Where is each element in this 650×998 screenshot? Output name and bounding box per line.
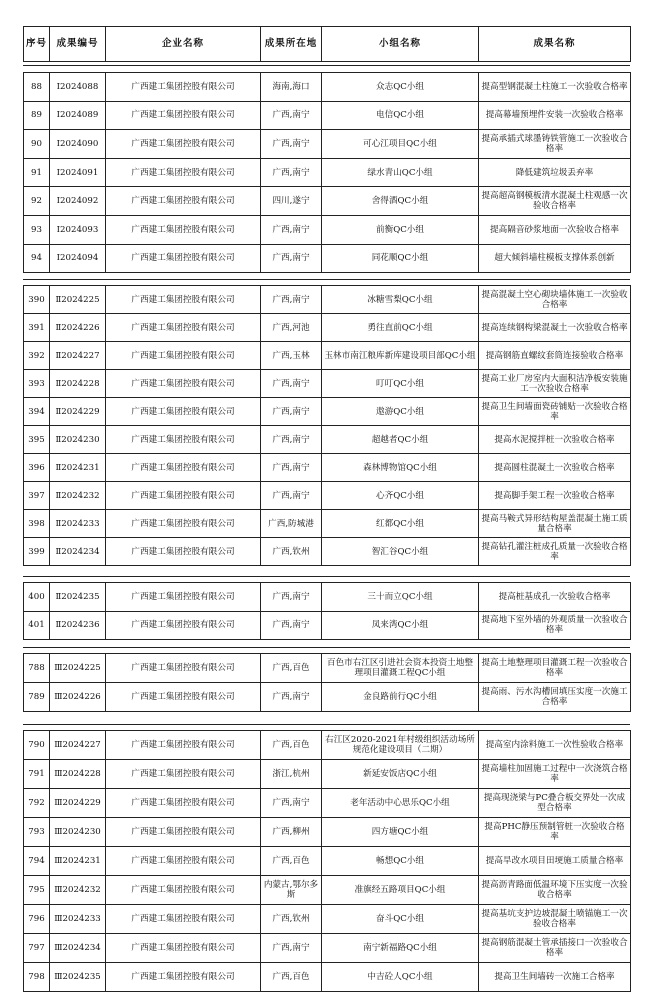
- cell-company: 广西建工集团控股有限公司: [106, 286, 261, 314]
- cell-code: Ⅰ2024094: [50, 244, 106, 273]
- cell-location: 广西,防城港: [261, 510, 322, 538]
- cell-no: 393: [24, 370, 50, 398]
- cell-company: 广西建工集团控股有限公司: [106, 963, 261, 992]
- cell-company: 广西建工集团控股有限公司: [106, 538, 261, 566]
- section-top-rule: [23, 647, 630, 648]
- cell-result: 提高钢筋混凝土管承插接口一次验收合格率: [479, 934, 631, 963]
- cell-code: Ⅰ2024092: [50, 187, 106, 216]
- cell-code: Ⅰ2024089: [50, 101, 106, 130]
- cell-company: 广西建工集团控股有限公司: [106, 158, 261, 187]
- cell-company: 广西建工集团控股有限公司: [106, 370, 261, 398]
- cell-code: Ⅲ2024229: [50, 789, 106, 818]
- header-company: 企业名称: [106, 27, 261, 62]
- cell-location: 广西,南宁: [261, 244, 322, 273]
- cell-result: 提高马鞍式异形结构屋盖混凝土施工质量合格率: [479, 510, 631, 538]
- cell-location: 广西,南宁: [261, 101, 322, 130]
- cell-result: 提高连续钢构梁混凝土一次验收合格率: [479, 314, 631, 342]
- cell-company: 广西建工集团控股有限公司: [106, 101, 261, 130]
- table-row: [24, 611, 631, 640]
- table-row: [24, 583, 631, 612]
- cell-result: 提高型钢混凝土柱施工一次验收合格率: [479, 73, 631, 102]
- table-row: [24, 370, 631, 398]
- cell-no: 89: [24, 101, 50, 130]
- table-row: [24, 847, 631, 876]
- cell-no: 394: [24, 398, 50, 426]
- cell-result: 提高混凝土空心砌块墙体施工一次验收合格率: [479, 286, 631, 314]
- cell-no: 392: [24, 342, 50, 370]
- cell-result: 提高地下室外墙的外观质量一次验收合格率: [479, 611, 631, 640]
- section-top-rule: [23, 279, 630, 280]
- cell-company: 广西建工集团控股有限公司: [106, 215, 261, 244]
- cell-no: 794: [24, 847, 50, 876]
- cell-location: 广西,柳州: [261, 818, 322, 847]
- cell-company: 广西建工集团控股有限公司: [106, 789, 261, 818]
- cell-location: 海南,海口: [261, 73, 322, 102]
- cell-group: 众志QC小组: [322, 73, 479, 102]
- cell-group: 玉林市南江粮库新库建设项目部QC小组: [322, 342, 479, 370]
- table-row: [24, 876, 631, 905]
- cell-location: 广西,南宁: [261, 398, 322, 426]
- cell-no: 391: [24, 314, 50, 342]
- cell-company: 广西建工集团控股有限公司: [106, 611, 261, 640]
- cell-location: 广西,南宁: [261, 454, 322, 482]
- cell-group: 遨游QC小组: [322, 398, 479, 426]
- cell-group: 勇往直前QC小组: [322, 314, 479, 342]
- cell-group: 三十而立QC小组: [322, 583, 479, 612]
- cell-company: 广西建工集团控股有限公司: [106, 818, 261, 847]
- cell-code: Ⅱ2024235: [50, 583, 106, 612]
- section-top-rule: [23, 724, 630, 725]
- header-no: 序号: [24, 27, 50, 62]
- cell-company: 广西建工集团控股有限公司: [106, 934, 261, 963]
- cell-group: 中吉砼人QC小组: [322, 963, 479, 992]
- cell-location: 广西,南宁: [261, 370, 322, 398]
- cell-location: 广西,河池: [261, 314, 322, 342]
- table-row: [24, 760, 631, 789]
- cell-location: 广西,南宁: [261, 158, 322, 187]
- table-row: [24, 286, 631, 314]
- cell-location: 广西,南宁: [261, 789, 322, 818]
- cell-group: 超越者QC小组: [322, 426, 479, 454]
- cell-no: 93: [24, 215, 50, 244]
- table-row: [24, 73, 631, 102]
- table-row: [24, 963, 631, 992]
- table-row: [24, 905, 631, 934]
- section-top-rule: [23, 65, 630, 66]
- table-row: [24, 130, 631, 159]
- cell-no: 92: [24, 187, 50, 216]
- cell-no: 793: [24, 818, 50, 847]
- cell-code: Ⅲ2024231: [50, 847, 106, 876]
- header-result: 成果名称: [479, 27, 631, 62]
- cell-location: 广西,百色: [261, 963, 322, 992]
- cell-group: 金良路前行QC小组: [322, 683, 479, 712]
- cell-code: Ⅲ2024228: [50, 760, 106, 789]
- cell-code: Ⅰ2024093: [50, 215, 106, 244]
- cell-no: 797: [24, 934, 50, 963]
- table-row: [24, 482, 631, 510]
- cell-result: 提高卫生间墙面瓷砖铺贴一次验收合格率: [479, 398, 631, 426]
- cell-location: 广西,南宁: [261, 683, 322, 712]
- cell-no: 796: [24, 905, 50, 934]
- cell-location: 广西,钦州: [261, 538, 322, 566]
- cell-code: Ⅱ2024233: [50, 510, 106, 538]
- cell-company: 广西建工集团控股有限公司: [106, 510, 261, 538]
- cell-code: Ⅱ2024230: [50, 426, 106, 454]
- table-row: [24, 426, 631, 454]
- cell-company: 广西建工集团控股有限公司: [106, 905, 261, 934]
- cell-result: 提高隔音砂浆地面一次验收合格率: [479, 215, 631, 244]
- table-row: [24, 398, 631, 426]
- cell-no: 90: [24, 130, 50, 159]
- cell-company: 广西建工集团控股有限公司: [106, 244, 261, 273]
- cell-code: Ⅲ2024230: [50, 818, 106, 847]
- cell-location: 广西,南宁: [261, 482, 322, 510]
- cell-location: 广西,南宁: [261, 286, 322, 314]
- header-group: 小组名称: [322, 27, 479, 62]
- cell-no: 400: [24, 583, 50, 612]
- cell-no: 789: [24, 683, 50, 712]
- section-table: [23, 72, 631, 273]
- cell-result: 提高承插式球墨铸铁管施工一次验收合格率: [479, 130, 631, 159]
- cell-result: 提高钢筋直螺纹套筒连接验收合格率: [479, 342, 631, 370]
- cell-no: 88: [24, 73, 50, 102]
- section-table: [23, 582, 631, 640]
- cell-code: Ⅰ2024091: [50, 158, 106, 187]
- cell-group: 凤来湾QC小组: [322, 611, 479, 640]
- cell-code: Ⅱ2024234: [50, 538, 106, 566]
- cell-result: 提高墙柱加固施工过程中一次浇筑合格率: [479, 760, 631, 789]
- cell-group: 奋斗QC小组: [322, 905, 479, 934]
- cell-group: 心齐QC小组: [322, 482, 479, 510]
- section-table: [23, 285, 631, 566]
- cell-code: Ⅲ2024235: [50, 963, 106, 992]
- cell-code: Ⅱ2024225: [50, 286, 106, 314]
- cell-company: 广西建工集团控股有限公司: [106, 398, 261, 426]
- cell-group: 老年活动中心思乐QC小组: [322, 789, 479, 818]
- cell-company: 广西建工集团控股有限公司: [106, 654, 261, 683]
- table-row: [24, 187, 631, 216]
- cell-no: 791: [24, 760, 50, 789]
- cell-result: 超大倾斜墙柱模板支撑体系创新: [479, 244, 631, 273]
- table-row: [24, 683, 631, 712]
- cell-result: 提高PHC静压预制管桩一次验收合格率: [479, 818, 631, 847]
- cell-no: 399: [24, 538, 50, 566]
- cell-group: 可心江项目QC小组: [322, 130, 479, 159]
- cell-group: 叮叮QC小组: [322, 370, 479, 398]
- table-row: [24, 244, 631, 273]
- cell-result: 提高旱改水项目田埂施工质量合格率: [479, 847, 631, 876]
- cell-group: 舍得酒QC小组: [322, 187, 479, 216]
- table-row: [24, 101, 631, 130]
- table-row: [24, 731, 631, 760]
- cell-company: 广西建工集团控股有限公司: [106, 482, 261, 510]
- table-row: [24, 789, 631, 818]
- cell-group: 准旗经五路项目QC小组: [322, 876, 479, 905]
- cell-result: 提高基坑支护边坡混凝土喷锚施工一次验收合格率: [479, 905, 631, 934]
- cell-result: 提高工业厂房室内大面积洁净板安装施工一次验收合格率: [479, 370, 631, 398]
- table-row: [24, 454, 631, 482]
- cell-result: 提高现浇梁与PC叠合板交界处一次成型合格率: [479, 789, 631, 818]
- cell-no: 798: [24, 963, 50, 992]
- cell-group: 冰糖雪梨QC小组: [322, 286, 479, 314]
- header-location: 成果所在地: [261, 27, 322, 62]
- table-row: [24, 342, 631, 370]
- table-row: [24, 314, 631, 342]
- cell-company: 广西建工集团控股有限公司: [106, 342, 261, 370]
- cell-group: 电信QC小组: [322, 101, 479, 130]
- cell-location: 广西,百色: [261, 654, 322, 683]
- cell-location: 广西,玉林: [261, 342, 322, 370]
- cell-company: 广西建工集团控股有限公司: [106, 314, 261, 342]
- cell-code: Ⅲ2024234: [50, 934, 106, 963]
- cell-company: 广西建工集团控股有限公司: [106, 454, 261, 482]
- cell-code: Ⅰ2024088: [50, 73, 106, 102]
- cell-no: 94: [24, 244, 50, 273]
- cell-code: Ⅲ2024233: [50, 905, 106, 934]
- cell-no: 795: [24, 876, 50, 905]
- cell-code: Ⅱ2024228: [50, 370, 106, 398]
- cell-result: 提高超高钢模板清水混凝土柱观感一次验收合格率: [479, 187, 631, 216]
- cell-code: Ⅱ2024226: [50, 314, 106, 342]
- cell-group: 南宁新福路QC小组: [322, 934, 479, 963]
- cell-code: Ⅱ2024227: [50, 342, 106, 370]
- cell-location: 广西,南宁: [261, 611, 322, 640]
- cell-group: 同花顺QC小组: [322, 244, 479, 273]
- cell-result: 提高脚手架工程一次验收合格率: [479, 482, 631, 510]
- cell-code: Ⅱ2024236: [50, 611, 106, 640]
- table-header: [23, 26, 631, 62]
- header-code: 成果编号: [50, 27, 106, 62]
- header-row: [24, 27, 631, 62]
- cell-company: 广西建工集团控股有限公司: [106, 876, 261, 905]
- cell-group: 绿水青山QC小组: [322, 158, 479, 187]
- cell-no: 792: [24, 789, 50, 818]
- cell-group: 新延安饭店QC小组: [322, 760, 479, 789]
- cell-location: 广西,百色: [261, 847, 322, 876]
- section-table: [23, 653, 631, 712]
- cell-company: 广西建工集团控股有限公司: [106, 130, 261, 159]
- cell-result: 提高幕墙预埋件安装一次验收合格率: [479, 101, 631, 130]
- cell-result: 提高钻孔灌注桩成孔质量一次验收合格率: [479, 538, 631, 566]
- cell-location: 广西,钦州: [261, 905, 322, 934]
- cell-code: Ⅲ2024227: [50, 731, 106, 760]
- cell-location: 广西,南宁: [261, 130, 322, 159]
- table-row: [24, 510, 631, 538]
- section-table: [23, 730, 631, 992]
- cell-group: 红都QC小组: [322, 510, 479, 538]
- table-row: [24, 215, 631, 244]
- cell-company: 广西建工集团控股有限公司: [106, 73, 261, 102]
- cell-location: 广西,南宁: [261, 934, 322, 963]
- table-row: [24, 654, 631, 683]
- cell-company: 广西建工集团控股有限公司: [106, 847, 261, 876]
- cell-location: 四川,遂宁: [261, 187, 322, 216]
- cell-result: 提高室内涂料施工一次性验收合格率: [479, 731, 631, 760]
- table-row: [24, 818, 631, 847]
- cell-group: 前衡QC小组: [322, 215, 479, 244]
- cell-no: 397: [24, 482, 50, 510]
- cell-no: 790: [24, 731, 50, 760]
- table-row: [24, 538, 631, 566]
- cell-result: 提高水泥搅拌桩一次验收合格率: [479, 426, 631, 454]
- table-row: [24, 934, 631, 963]
- cell-result: 提高卫生间墙砖一次施工合格率: [479, 963, 631, 992]
- cell-result: 提高圆柱混凝土一次验收合格率: [479, 454, 631, 482]
- cell-result: 提高桩基成孔一次验收合格率: [479, 583, 631, 612]
- cell-group: 森林博物馆QC小组: [322, 454, 479, 482]
- cell-no: 396: [24, 454, 50, 482]
- cell-group: 四方塘QC小组: [322, 818, 479, 847]
- cell-code: Ⅱ2024231: [50, 454, 106, 482]
- cell-code: Ⅲ2024226: [50, 683, 106, 712]
- cell-location: 广西,南宁: [261, 583, 322, 612]
- cell-code: Ⅲ2024225: [50, 654, 106, 683]
- cell-result: 提高沥青路面低温环境下压实度一次验收合格率: [479, 876, 631, 905]
- cell-location: 内蒙古,鄂尔多斯: [261, 876, 322, 905]
- cell-company: 广西建工集团控股有限公司: [106, 683, 261, 712]
- cell-code: Ⅱ2024232: [50, 482, 106, 510]
- cell-group: 百色市右江区引进社会资本投资土地整理项目灌溉工程QC小组: [322, 654, 479, 683]
- cell-code: Ⅰ2024090: [50, 130, 106, 159]
- cell-group: 畅想QC小组: [322, 847, 479, 876]
- cell-company: 广西建工集团控股有限公司: [106, 426, 261, 454]
- cell-code: Ⅱ2024229: [50, 398, 106, 426]
- cell-company: 广西建工集团控股有限公司: [106, 583, 261, 612]
- cell-company: 广西建工集团控股有限公司: [106, 760, 261, 789]
- cell-result: 提高土地整理项目灌溉工程一次验收合格率: [479, 654, 631, 683]
- table-row: [24, 158, 631, 187]
- cell-company: 广西建工集团控股有限公司: [106, 731, 261, 760]
- cell-no: 398: [24, 510, 50, 538]
- cell-location: 广西,南宁: [261, 215, 322, 244]
- section-top-rule: [23, 576, 630, 577]
- cell-result: 提高雨、污水沟槽回填压实度一次施工合格率: [479, 683, 631, 712]
- cell-no: 788: [24, 654, 50, 683]
- cell-location: 广西,南宁: [261, 426, 322, 454]
- cell-no: 395: [24, 426, 50, 454]
- cell-group: 右江区2020-2021年村级组织活动场所规范化建设项目（二期）: [322, 731, 479, 760]
- cell-result: 降低建筑垃圾丢弃率: [479, 158, 631, 187]
- cell-location: 广西,百色: [261, 731, 322, 760]
- cell-code: Ⅲ2024232: [50, 876, 106, 905]
- cell-company: 广西建工集团控股有限公司: [106, 187, 261, 216]
- cell-no: 91: [24, 158, 50, 187]
- cell-group: 智汇谷QC小组: [322, 538, 479, 566]
- cell-location: 浙江,杭州: [261, 760, 322, 789]
- cell-no: 390: [24, 286, 50, 314]
- cell-no: 401: [24, 611, 50, 640]
